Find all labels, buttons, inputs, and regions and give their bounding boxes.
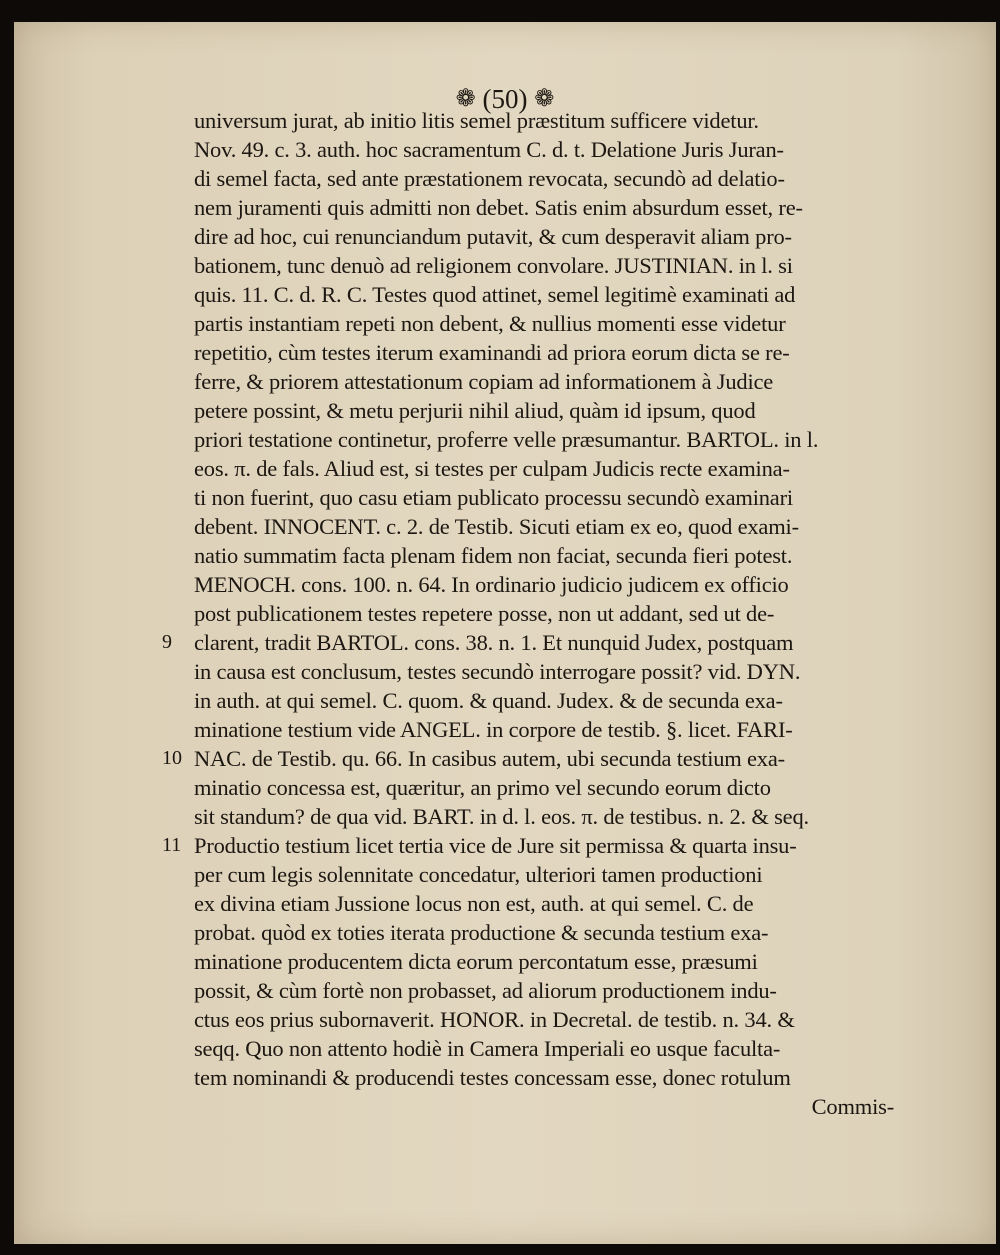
text-line: debent. INNOCENT. c. 2. de Testib. Sicuti etiam ex eo, quod exami-: [194, 514, 799, 539]
text-line: possit, & cùm fortè non probasset, ad aliorum productionem indu-: [194, 978, 777, 1003]
catchword: Commis-: [811, 1094, 894, 1119]
text-line: ti non fuerint, quo casu etiam publicato processu secundò examinari: [194, 485, 793, 510]
text-line: minatione testium vide ANGEL. in corpore de testib. §. licet. FARI-: [194, 717, 793, 742]
text-line: petere possint, & metu perjurii nihil aliud, quàm id ipsum, quod: [194, 398, 756, 423]
text-line: repetitio, cùm testes iterum examinandi ad priora eorum dicta se re-: [194, 340, 790, 365]
text-line: in auth. at qui semel. C. quom. & quand. Judex. & de secunda exa-: [194, 688, 783, 713]
page-number: (50): [482, 84, 528, 114]
text-line: minatio concessa est, quæritur, an primo vel secundo eorum dicto: [194, 775, 771, 800]
margin-number-10: 10: [162, 747, 182, 769]
ornament-right-icon: ❁: [534, 86, 555, 112]
text-line: post publicationem testes repetere posse, non ut addant, sed ut de-: [194, 601, 775, 626]
text-line: ferre, & priorem attestationum copiam ad informationem à Judice: [194, 369, 774, 394]
text-line: probat. quòd ex toties iterata productione & secunda testium exa-: [194, 920, 769, 945]
text-line: di semel facta, sed ante præstationem revocata, secundò ad delatio-: [194, 166, 785, 191]
margin-number-11: 11: [162, 834, 182, 856]
text-line: Productio testium licet tertia vice de Jure sit permissa & quarta insu-: [194, 833, 797, 858]
text-line: ex divina etiam Jussione locus non est, auth. at qui semel. C. de: [194, 891, 754, 916]
text-line: quis. 11. C. d. R. C. Testes quod attinet, semel legitimè examinati ad: [194, 282, 796, 307]
text-line: sit standum? de qua vid. BART. in d. l. eos. π. de testibus. n. 2. & seq.: [194, 804, 809, 829]
margin-number-9: 9: [162, 631, 172, 653]
text-line: partis instantiam repeti non debent, & nullius momenti esse videtur: [194, 311, 786, 336]
text-line: seqq. Quo non attento hodiè in Camera Imperiali eo usque faculta-: [194, 1036, 781, 1061]
book-page: [14, 22, 996, 1244]
text-line: NAC. de Testib. qu. 66. In casibus autem, ubi secunda testium exa-: [194, 746, 785, 771]
text-line: natio summatim facta plenam fidem non faciat, secunda fieri potest.: [194, 543, 793, 568]
ornament-left-icon: ❁: [455, 86, 476, 112]
text-line: per cum legis solennitate concedatur, ulteriori tamen productioni: [194, 862, 763, 887]
text-line: bationem, tunc denuò ad religionem convolare. JUSTINIAN. in l. si: [194, 253, 793, 278]
text-line: clarent, tradit BARTOL. cons. 38. n. 1. Et nunquid Judex, postquam: [194, 630, 794, 655]
text-line: nem juramenti quis admitti non debet. Satis enim absurdum esset, re-: [194, 195, 803, 220]
text-line: dire ad hoc, cui renunciandum putavit, & cum desperavit aliam pro-: [194, 224, 792, 249]
text-line: eos. π. de fals. Aliud est, si testes per culpam Judicis recte examina-: [194, 456, 790, 481]
text-line: Nov. 49. c. 3. auth. hoc sacramentum C. d. t. Delatione Juris Juran-: [194, 137, 784, 162]
text-line: ctus eos prius subornaverit. HONOR. in Decretal. de testib. n. 34. &: [194, 1007, 795, 1032]
text-line: MENOCH. cons. 100. n. 64. In ordinario judicio judicem ex officio: [194, 572, 789, 597]
text-line: universum jurat, ab initio litis semel præstitum sufficere videtur.: [194, 108, 759, 133]
text-line: priori testatione continetur, proferre velle præsumantur. BARTOL. in l.: [194, 427, 819, 452]
text-line: minatione producentem dicta eorum percontatum esse, præsumi: [194, 949, 758, 974]
text-line: tem nominandi & producendi testes concessam esse, donec rotulum: [194, 1065, 791, 1090]
text-line: in causa est conclusum, testes secundò interrogare possit? vid. DYN.: [194, 659, 801, 684]
